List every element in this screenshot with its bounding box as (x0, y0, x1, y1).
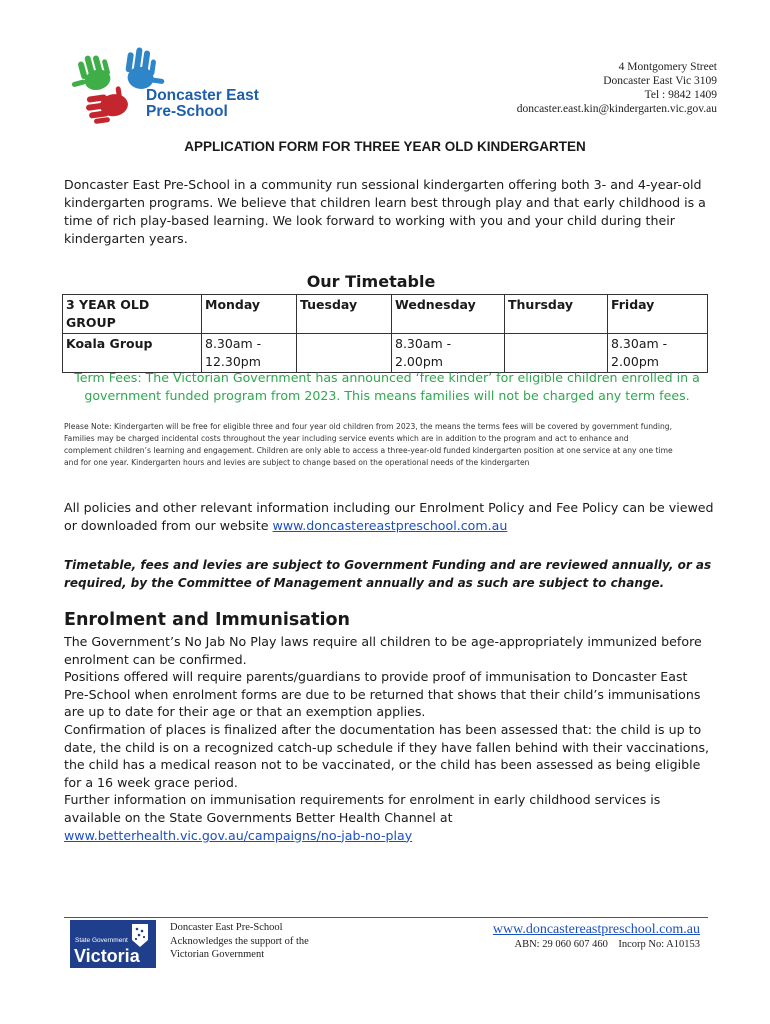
incorp-number: Incorp No: A10153 (618, 939, 700, 950)
timetable-title: Our Timetable (306, 272, 436, 291)
funding-disclaimer: Timetable, fees and levies are subject to Government Funding and are reviewed annually, or as required, by the Committee of Management annually and as such are subject to change. (64, 558, 712, 590)
header-monday: Monday (202, 295, 297, 334)
better-health-link[interactable]: www.betterhealth.vic.gov.au/campaigns/no-jab-no-play (64, 827, 413, 843)
abn: ABN: 29 060 607 460 (514, 939, 608, 950)
policies-text: All policies and other relevant information including our Enrolment Policy and Fee Policy can be viewed or downloaded from our website (64, 500, 714, 533)
logo-wordmark (146, 88, 259, 120)
address-street: 4 Montgomery Street (618, 61, 717, 73)
enrolment-paragraph: Positions offered will require parents/guardians to provide proof of immunisation to Doncaster East Pre-School when enrolment forms are due to be returned that shows that their child’s immunisations are up to date for their age or that an exemption applies. (64, 669, 701, 720)
footer-acknowledgement (170, 921, 309, 962)
footer-line: Acknowledges the support of the (170, 935, 309, 947)
cell-tuesday (297, 334, 392, 373)
timetable-header-row (63, 295, 708, 334)
term-fees-label: Term Fees: (74, 370, 142, 385)
term-fees-notice (64, 369, 710, 405)
cell-wednesday: 8.30am - 2.00pm (392, 334, 505, 373)
header-wednesday: Wednesday (392, 295, 505, 334)
website-link[interactable]: www.doncastereastpreschool.com.au (272, 518, 508, 533)
footer-line: Doncaster East Pre-School (170, 922, 283, 933)
gov-big-text: Victoria (74, 946, 140, 966)
timetable-row (63, 334, 708, 373)
address-email: doncaster.east.kin@kindergarten.vic.gov.au (516, 103, 717, 115)
enrolment-body (64, 633, 714, 844)
header-group: 3 YEAR OLD GROUP (63, 295, 202, 334)
address-phone: Tel : 9842 1409 (644, 89, 717, 101)
cell-monday: 8.30am - 12.30pm (202, 334, 297, 373)
cell-thursday (505, 334, 608, 373)
form-title: APPLICATION FORM FOR THREE YEAR OLD KINDERGARTEN (184, 139, 586, 154)
timetable-table (62, 294, 708, 373)
footer-website-link[interactable]: www.doncastereastpreschool.com.au (492, 922, 700, 937)
term-fees-text: The Victorian Government has announced ‘free kinder’ for eligible children enrolled in a government funded program from 2023. This means families will not be charged any term fees. (84, 370, 700, 403)
intro-paragraph: Doncaster East Pre-School in a community run sessional kindergarten offering both 3- and 4-year-old kindergarten programs. We believe that children learn best through play and that early childhood is a time of rich play-based learning. We look forward to working with you and your child during their kindergarten years. (64, 177, 706, 246)
enrolment-paragraph: The Government’s No Jab No Play laws require all children to be age-appropriately immunized before enrolment can be confirmed. (64, 634, 702, 667)
cell-group: Koala Group (63, 334, 202, 373)
footer-divider (64, 917, 708, 918)
cell-friday: 8.30am - 2.00pm (608, 334, 708, 373)
gov-small-text: State Government (75, 937, 128, 944)
logo-line-1: Doncaster East (146, 87, 259, 104)
victoria-government-logo (70, 920, 156, 968)
footer-abn-incorp (514, 939, 700, 950)
please-note: Please Note: Kindergarten will be free for eligible three and four year old children from 2023, the means the terms fees will be covered by government funding, Families may be charged incidental costs throughout the year including service events which are in addition to the program and act to enhance and complement children’s learning and engagement. Children are only able to access a three-year-old funded kindergarten position at one service at any one time and for one year. Kindergarten hours and levies are subject to change based on the operational needs of the kindergarten (64, 422, 673, 467)
header-tuesday: Tuesday (297, 295, 392, 334)
logo-line-2: Pre-School (146, 103, 228, 120)
address-suburb: Doncaster East Vic 3109 (603, 75, 717, 87)
enrolment-heading: Enrolment and Immunisation (64, 610, 350, 630)
header-friday: Friday (608, 295, 708, 334)
enrolment-paragraph: Further information on immunisation requirements for enrolment in early childhood services is available on the State Governments Better Health Channel at (64, 792, 661, 825)
footer-line: Victorian Government (170, 949, 265, 960)
footer-website (493, 922, 700, 938)
address-block (517, 60, 717, 116)
enrolment-paragraph: Confirmation of places is finalized after the documentation has been assessed that: the child is up to date, the child is on a recognized catch-up schedule if they have fallen behind with their vaccinations, the child has a medical reason not to be vaccinated, or the child has been assessed as being eligible for a 16 week grace period. (64, 721, 710, 790)
policies-paragraph (64, 499, 714, 535)
header-thursday: Thursday (505, 295, 608, 334)
